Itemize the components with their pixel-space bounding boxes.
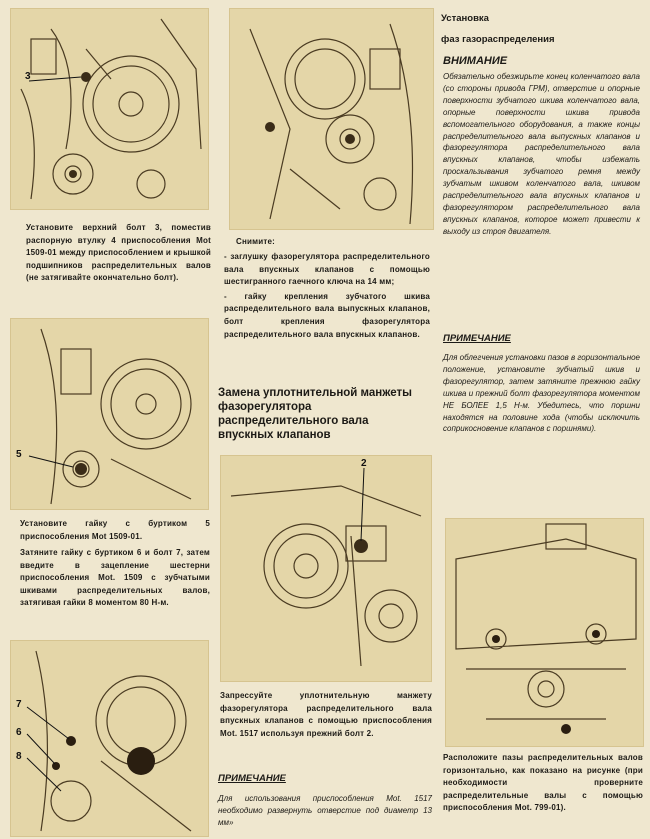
- engine-drawing: [11, 9, 208, 209]
- figure-2: [229, 8, 434, 230]
- callout-label: 2: [361, 458, 367, 469]
- instruction-paragraph: Установите верхний болт 3, поместив распорную втулку 4 приспособления Mot 1509-01 между приспособлением и крышкой подшипников распределительных валов (не затягивайте окончательно болт).: [26, 223, 211, 283]
- remove-item: - заглушку фазорегулятора распределительного вала впускных клапанов с помощью шестигранного гаечного ключа на 14 мм;: [224, 252, 430, 287]
- note-text: Для облегчения установки пазов в горизонтальное положение, установите зубчатый шкив и фазорегулятор, затем затяните прежнюю гайку шкива и прежний болт фазорегулятора моментом НЕ БОЛЕЕ 1,5 Н-м. Убедитесь, что поршни находятся на половине хода (чтобы исключить соприкосновение клапанов с поршнями).: [443, 353, 640, 434]
- figure-5: [10, 640, 209, 837]
- instruction-paragraph: Расположите пазы распределительных валов горизонтально, как показано на рисунке (при необходимости проверните распределительные валы с помощью приспособления Mot. 799-01).: [443, 753, 643, 813]
- instruction-paragraph: Запрессуйте уплотнительную манжету фазорегулятора распределительного вала впускных клапанов с помощью приспособления Mot. 1517 используя прежний болт 2.: [220, 691, 432, 738]
- callout-label: 6: [16, 727, 22, 738]
- figure-4: [220, 455, 432, 682]
- page-title: фаз газораспределения: [441, 34, 555, 45]
- engine-drawing: [230, 9, 433, 229]
- figure-1: [10, 8, 209, 210]
- note-title: ПРИМЕЧАНИЕ: [218, 773, 286, 784]
- engine-drawing: [11, 641, 208, 836]
- page-title: Установка: [441, 13, 489, 24]
- engine-drawing: [11, 319, 208, 509]
- callout-label: 3: [25, 71, 31, 82]
- remove-item: - гайку крепления зубчатого шкива распределительного вала выпускных клапанов, болт крепления фазорегулятора распределительного вала впускных клапанов.: [224, 291, 430, 339]
- note-text: Для использования приспособления Mot. 1517 необходимо развернуть отверстие под диаметр 13 мм»: [218, 794, 432, 827]
- instruction-paragraph: Затяните гайку с буртиком 6 и болт 7, затем введите в зацепление шестерни приспособления Mot. 1509 с зубчатыми шкивами распределительных валов, затягивая гайки 8 моментом 80 Н-м.: [20, 548, 210, 608]
- note-title: ПРИМЕЧАНИЕ: [443, 333, 511, 344]
- callout-label: 7: [16, 699, 22, 710]
- engine-drawing: [446, 519, 643, 746]
- callout-label: 8: [16, 751, 22, 762]
- instruction-paragraph: Установите гайку с буртиком 5 приспособления Mot 1509-01.: [20, 519, 210, 541]
- figure-3: [10, 318, 209, 510]
- figure-6: [445, 518, 644, 747]
- remove-list: [224, 251, 430, 343]
- warning-title: ВНИМАНИЕ: [443, 55, 508, 67]
- engine-drawing: [221, 456, 431, 681]
- remove-title: Снимите:: [236, 237, 275, 246]
- section-title: Замена уплотнительной манжеты фазорегулятора распределительного вала впускных клапанов: [218, 387, 412, 441]
- callout-label: 5: [16, 449, 22, 460]
- warning-text: Обязательно обезжирьте конец коленчатого вала (со стороны привода ГРМ), отверстие и опорные поверхности зубчатого шкива коленчатого вала, опорные поверхности шкива привода вспомогательного оборудования, а также концы распределительного вала выпускных клапанов и фазорегулятора распределительного вала впускных клапанов, чтобы избежать проскальзывания зубчатого ремня между зубчатым шкивом коленчатого вала, шкивом распределительного вала впускных клапанов и фазорегулятором распределительного вала впускных клапанов, которое может привести к выходу из строя двигателя.: [443, 72, 640, 236]
